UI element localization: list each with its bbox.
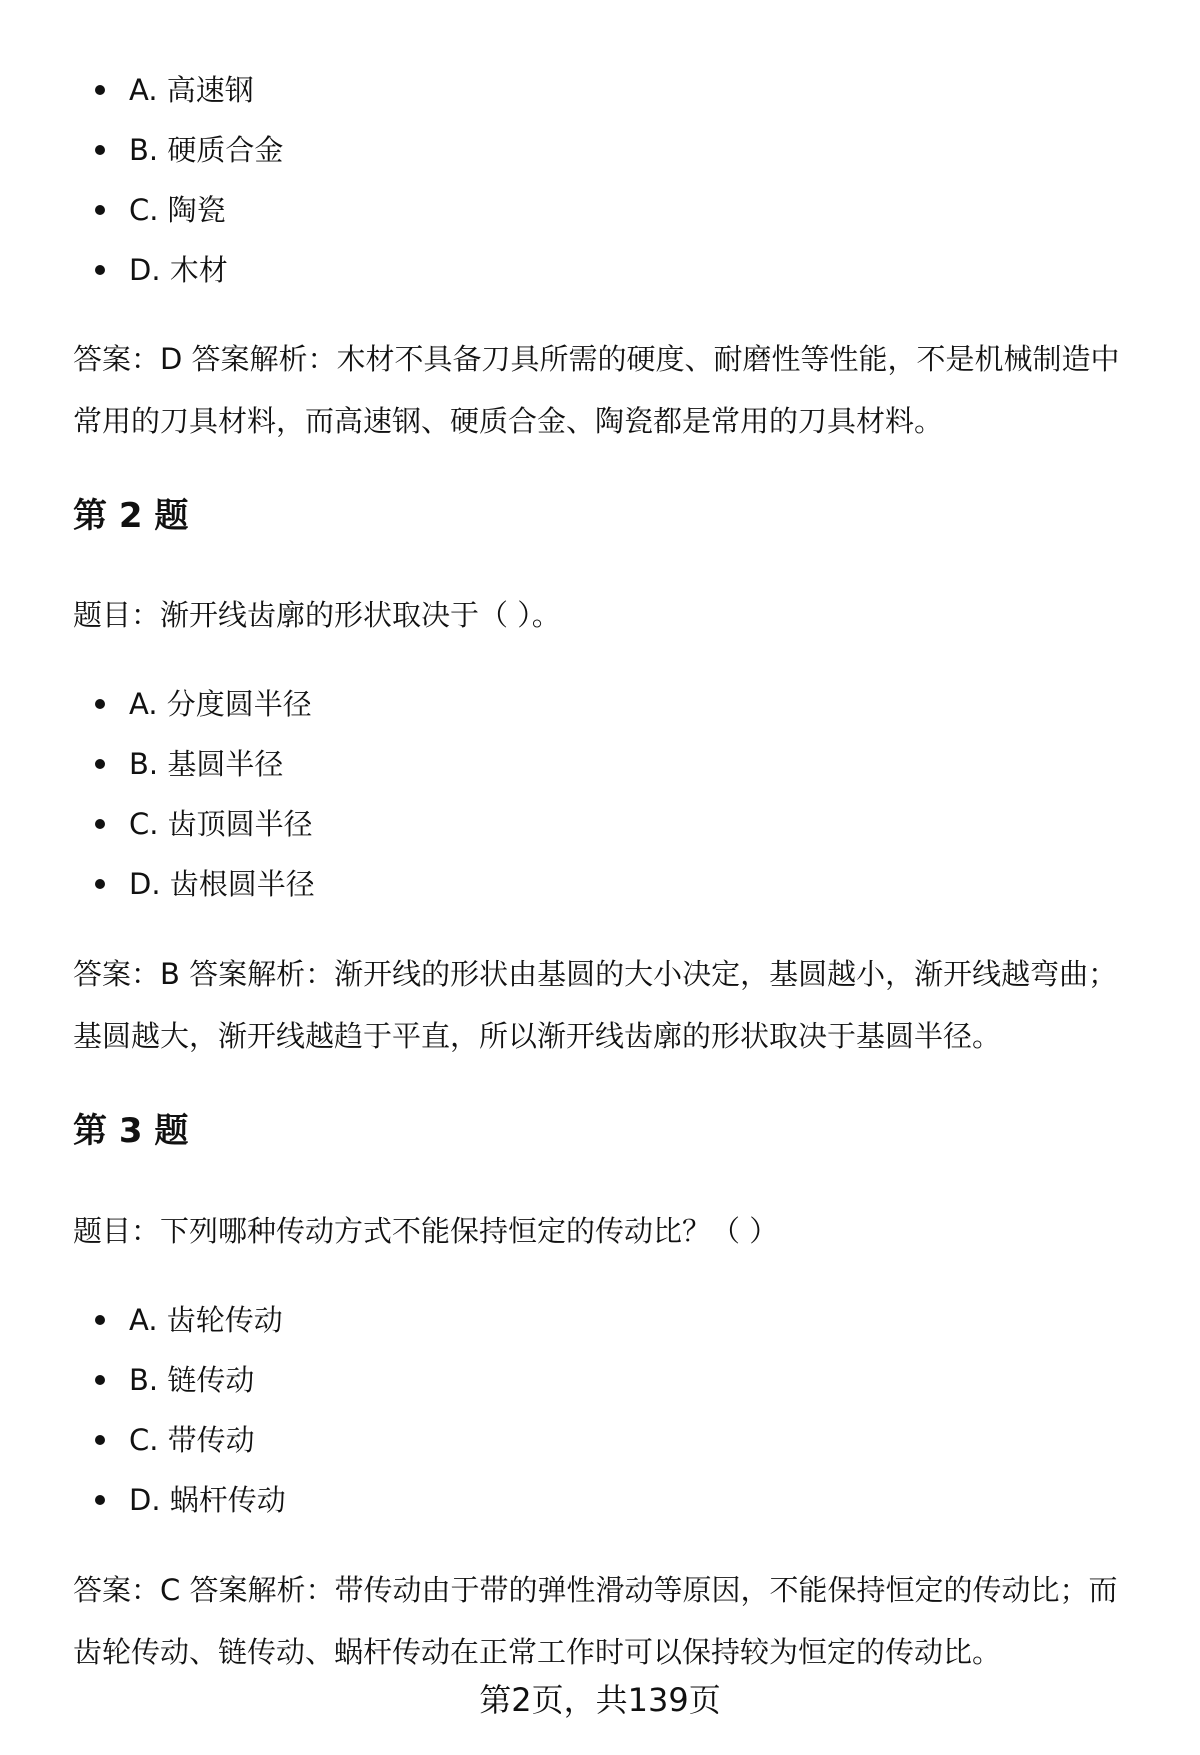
q3-title: 第 3 题 <box>73 1111 189 1151</box>
option-text: B. 基圆半径 <box>129 747 284 781</box>
q3-option-b <box>95 1350 286 1410</box>
q1-option-c <box>95 180 283 240</box>
q3-options-list <box>95 1290 286 1530</box>
option-text: C. 陶瓷 <box>129 193 226 227</box>
answer-line: 齿轮传动、链传动、蜗杆传动在正常工作时可以保持较为恒定的传动比。 <box>73 1635 1002 1669</box>
option-text: C. 齿顶圆半径 <box>129 807 313 841</box>
answer-line: 答案：C 答案解析：带传动由于带的弹性滑动等原因，不能保持恒定的传动比；而 <box>73 1573 1118 1607</box>
q2-answer <box>73 943 1153 1067</box>
option-text: D. 齿根圆半径 <box>129 867 315 901</box>
option-text: B. 硬质合金 <box>129 133 284 167</box>
q3-stem: 题目：下列哪种传动方式不能保持恒定的传动比？（ ） <box>73 1214 779 1248</box>
q1-options-list <box>95 60 283 300</box>
bullet-icon <box>95 265 105 275</box>
bullet-icon <box>95 759 105 769</box>
q2-options-list <box>95 674 315 914</box>
option-text: A. 齿轮传动 <box>129 1303 283 1337</box>
q1-answer <box>73 328 1153 452</box>
q2-option-b <box>95 734 315 794</box>
bullet-icon <box>95 1435 105 1445</box>
answer-line: 常用的刀具材料，而高速钢、硬质合金、陶瓷都是常用的刀具材料。 <box>73 404 944 438</box>
q3-answer <box>73 1559 1153 1683</box>
bullet-icon <box>95 879 105 889</box>
q2-option-d <box>95 854 315 914</box>
page-indicator: 第2页，共139页 <box>479 1681 721 1719</box>
q3-option-a <box>95 1290 286 1350</box>
answer-line: 答案：D 答案解析：木材不具备刀具所需的硬度、耐磨性等性能，不是机械制造中 <box>73 342 1120 376</box>
option-text: C. 带传动 <box>129 1423 255 1457</box>
option-text: D. 木材 <box>129 253 228 287</box>
q3-option-d <box>95 1470 286 1530</box>
bullet-icon <box>95 1315 105 1325</box>
option-text: D. 蜗杆传动 <box>129 1483 286 1517</box>
q1-option-d <box>95 240 283 300</box>
bullet-icon <box>95 1495 105 1505</box>
q1-option-b <box>95 120 283 180</box>
q2-title: 第 2 题 <box>73 496 189 536</box>
bullet-icon <box>95 205 105 215</box>
q3-option-c <box>95 1410 286 1470</box>
option-text: A. 分度圆半径 <box>129 687 312 721</box>
answer-line: 答案：B 答案解析：渐开线的形状由基圆的大小决定，基圆越小，渐开线越弯曲； <box>73 957 1118 991</box>
q1-option-a <box>95 60 283 120</box>
q2-stem: 题目：渐开线齿廓的形状取决于（ ）。 <box>73 598 561 632</box>
bullet-icon <box>95 85 105 95</box>
bullet-icon <box>95 145 105 155</box>
answer-line: 基圆越大，渐开线越趋于平直，所以渐开线齿廓的形状取决于基圆半径。 <box>73 1019 1002 1053</box>
bullet-icon <box>95 819 105 829</box>
bullet-icon <box>95 1375 105 1385</box>
option-text: A. 高速钢 <box>129 73 254 107</box>
q2-option-c <box>95 794 315 854</box>
bullet-icon <box>95 699 105 709</box>
q2-option-a <box>95 674 315 734</box>
option-text: B. 链传动 <box>129 1363 255 1397</box>
